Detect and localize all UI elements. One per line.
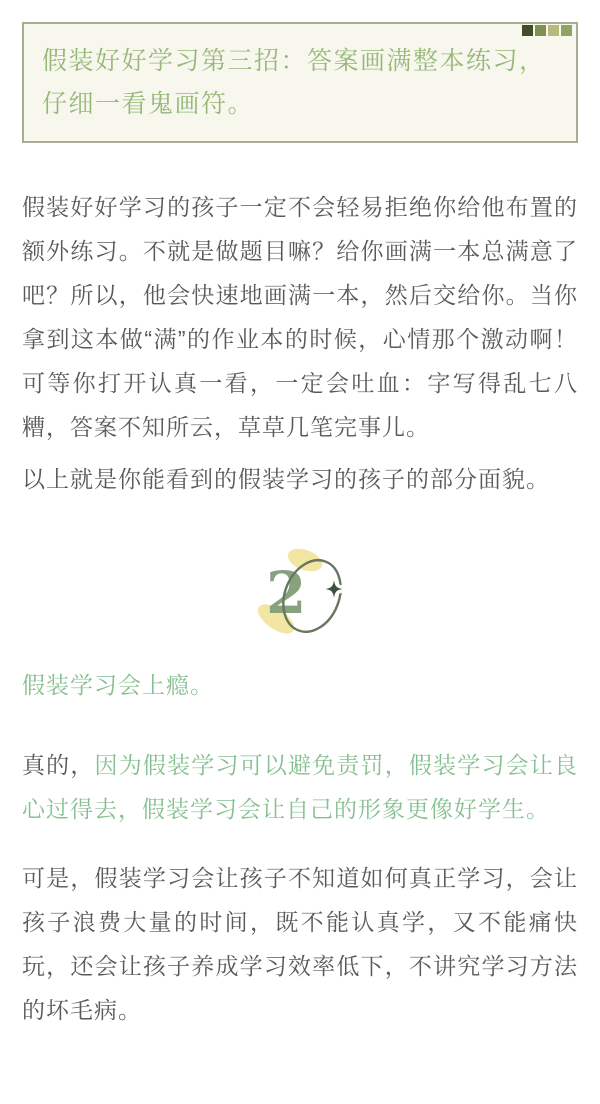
- section-2-badge-wrap: [22, 547, 578, 643]
- corner-squares-decoration: [522, 25, 572, 36]
- article-paragraph-1: 假装好好学习的孩子一定不会轻易拒绝你给他布置的额外练习。不就是做题目嘛？给你画满一本总满意了吧？所以，他会快速地画满一本，然后交给你。当你拿到这本做“满”的作业本的时候，心情那个激动啊！可等你打开认真一看，一定会吐血：字写得乱七八糟，答案不知所云，草草几笔完事儿。: [22, 194, 578, 440]
- section-header-box: [22, 22, 578, 143]
- article-paragraph-4: 可是，假装学习会让孩子不知道如何真正学习，会让孩子浪费大量的时间，既不能认真学，又不能痛快玩，还会让孩子养成学习效率低下，不讲究学习方法的坏毛病。: [22, 865, 578, 1023]
- section-header-title-line-2: 仔细一看鬼画符。: [42, 90, 255, 118]
- article-body: [0, 185, 600, 1032]
- corner-square: [522, 25, 533, 36]
- section-2-badge: [250, 547, 350, 643]
- paragraph-3-prefix: 真的，: [22, 752, 95, 778]
- article-page: [0, 22, 600, 1104]
- article-paragraph-2: 以上就是你能看到的假装学习的孩子的部分面貌。: [22, 466, 550, 492]
- section-header-title-line-1: 假装好好学习第三招：答案画满整本练习，: [42, 47, 546, 75]
- section-number: 2: [266, 559, 307, 627]
- article-paragraph-3: [22, 743, 578, 831]
- corner-square: [561, 25, 572, 36]
- corner-square: [548, 25, 559, 36]
- corner-square: [535, 25, 546, 36]
- paragraph-3-highlight: 因为假装学习可以避免责罚，假装学习会让良心过得去，假装学习会让自己的形象更像好学生。: [22, 752, 579, 822]
- section-subtitle: 假装学习会上瘾。: [22, 672, 214, 698]
